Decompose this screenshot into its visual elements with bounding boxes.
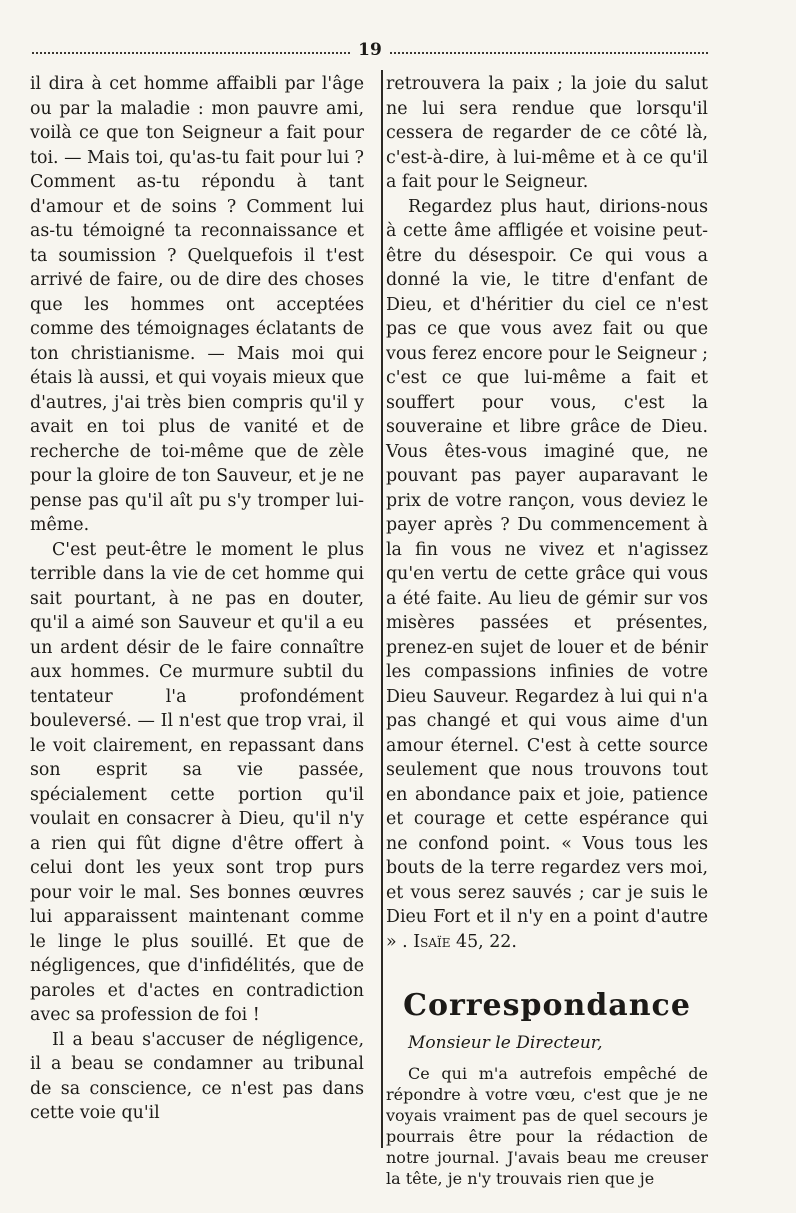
paragraph: C'est peut-être le moment le plus terrible dans la vie de cet homme qui sait pourtant, à ne pas en douter, qu'il a aimé son Sauveur et qu'il a eu un ardent désir de le faire connaître aux hommes. Ce murmure subtil du tentateur l'a profondément bouleversé. — Il n'est que trop vrai, il le voit clairement, en repassant dans son esprit sa vie passée, spécialement cette portion qu'il voulait en consacrer à Dieu, qu'il n'y a rien qui fût digne d'être offert à celui dont les yeux sont trop purs pour voir le mal. Ses bonnes œuvres lui apparaissent maintenant comme le linge le plus souillé. Et que de négligences, que d'infidélités, que de paroles et d'actes en contradiction avec sa profession de foi ! [30, 539, 364, 1025]
column-divider [381, 70, 383, 1148]
right-column [386, 72, 708, 1189]
salutation: Monsieur le Directeur, [408, 1032, 603, 1053]
left-column [30, 72, 364, 1126]
section-title: Correspondance [403, 988, 691, 1023]
paragraph: il dira à cet homme affaibli par l'âge ou par la maladie : mon pauvre ami, voilà ce que ton Seigneur a fait pour toi. — Mais toi, qu'as-tu fait pour lui ? Comment as-tu répondu à tant d'amour et de soins ? Comment lui as-tu témoigné ta reconnaissance et ta soumission ? Quelquefois il t'est arrivé de faire, ou de dire des choses que les hommes ont acceptées comme des témoignages éclatants de ton christianisme. — Mais moi qui étais là aussi, et qui voyais mieux que d'autres, j'ai très bien compris qu'il y avait en toi plus de vanité et de recherche de toi-même que de zèle pour la gloire de ton Sauveur, et je ne pense pas qu'il aît pu s'y tromper lui-même. [30, 74, 364, 535]
paragraph-with-reference [386, 195, 708, 955]
paragraph: Il a beau s'accuser de négligence, il a beau se condamner au tribunal de sa conscience, ce n'est pas dans cette voie qu'il [30, 1029, 364, 1123]
page-number: 19 [358, 40, 382, 60]
page-header [32, 40, 708, 62]
scripture-reference: Isaïe 45, 22. [413, 931, 517, 952]
paragraph: retrouvera la paix ; la joie du salut ne lui sera rendue que lorsqu'il cessera de regarder de ce côté là, c'est-à-dire, à lui-même et à ce qu'il a fait pour le Seigneur. [386, 74, 708, 192]
letter-paragraph: Ce qui m'a autrefois empêché de répondre à votre vœu, c'est que je ne voyais vraiment pas de quel secours je pourrais être pour la rédaction de notre journal. J'avais beau me creuser la tête, je n'y trouvais rien que je [386, 1064, 708, 1188]
header-rule-left [32, 52, 350, 54]
paragraph: Regardez plus haut, dirions-nous à cette âme affligée et voisine peut-être du désespoir. Ce qui vous a donné la vie, le titre d'enfant de Dieu, et d'héritier du ciel ce n'est pas ce que vous avez fait ou que vous ferez encore pour le Seigneur ; c'est ce que lui-même a fait et souffert pour vous, c'est la souveraine et libre grâce de Dieu. Vous êtes-vous imaginé que, ne pouvant pas payer auparavant le prix de votre rançon, vous deviez le payer après ? Du commencement à la fin vous ne vivez et n'agissez qu'en vertu de cette grâce qui vous a été faite. Au lieu de gémir sur vos misères passées et présentes, prenez-en sujet de louer et de bénir les compassions infinies de votre Dieu Sauveur. Regardez à lui qui n'a pas changé et qui vous aime d'un amour éternel. C'est à cette source seulement que nous trouvons tout en abondance paix et joie, patience et courage et cette espérance qui ne confond point. « Vous tous les bouts de la terre regardez vers moi, et vous serez sauvés ; car je suis le Dieu Fort et il n'y en a point d'autre » . [386, 196, 708, 952]
header-rule-right [390, 52, 708, 54]
